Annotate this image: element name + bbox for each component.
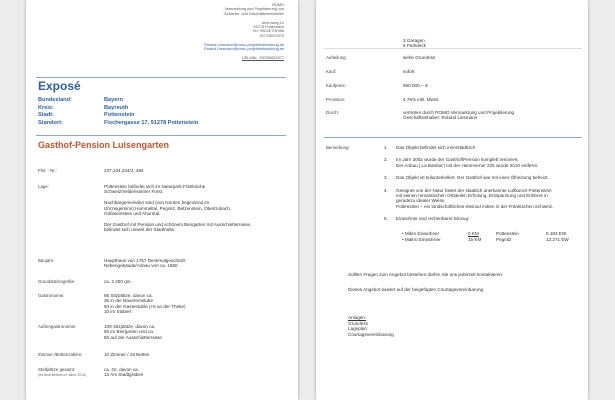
remark-line: Im Jahr 2002 wurde der Gasthof/Pension komplett renoviert.	[396, 157, 519, 163]
bemerkung-label: Bemerkung:	[326, 145, 350, 150]
remark-line: Der Anbau (‚La Bamba') mit der Hammerner 225 wurde 2010 entfernt.	[396, 162, 539, 168]
info-label: Standort:	[38, 119, 63, 126]
info-label: Stadt:	[38, 112, 54, 118]
remark-number: 5.	[384, 216, 388, 222]
header-divider	[36, 77, 286, 78]
remark-line: Pottenstein – ein landschaftliches Kleinod mitten in der Fränkischen Schweiz.	[396, 203, 554, 209]
info-label: Bundesland:	[38, 97, 72, 103]
expose-title: Exposé	[38, 79, 81, 93]
zimmer-label: Zimmer-/Bettenzahlen:	[38, 352, 83, 357]
remark-number: 3.	[384, 175, 388, 181]
property-title: Gasthof-Pension Luisengarten	[38, 140, 170, 150]
header-line: Roland.Liesmann@romo-projektentwicklung.de	[204, 42, 284, 47]
lage-line: Uhrzeigersinn) Hummeltal, Pegnitz, Betzenstein, Obertrubach,	[104, 205, 231, 211]
detail-value: 950.000,-- €	[403, 83, 428, 88]
detail-label: Aufteilung:	[326, 55, 347, 60]
gastronomie-line: 10 im Stüberl	[104, 309, 132, 315]
header-line: Vermarktung und Projektierung von	[224, 7, 284, 12]
info-value: Bayreuth	[104, 104, 129, 111]
einwohner-count: 13.271 EW	[546, 236, 569, 242]
header-line: Roland.Liesmann@romo-projektentwicklung.de	[204, 47, 284, 51]
lage-line: befindet sich unweit der Stadtmitte.	[104, 227, 176, 233]
durch-line: Geschäftsinhaber: Roland Liesmann	[403, 115, 478, 121]
remark-number: 2.	[384, 157, 388, 163]
baujahr-line: Nebengebäude/Anbau von ca. 1850	[104, 263, 178, 269]
einwohner-distance: 0 KM	[468, 230, 479, 236]
info-label: Kreis:	[38, 104, 54, 111]
detail-value: 4,76% inkl. MwSt.	[403, 97, 440, 102]
remark-number: 4.	[384, 187, 388, 193]
gastronomie-line: 35 in der Baueremstube	[104, 298, 154, 304]
top-divider	[324, 48, 582, 49]
detail-label: Kauf:	[326, 69, 337, 74]
baujahr-line: Haupthaus von 1757 Denkmalgeschützt	[104, 258, 186, 263]
remark-line: Geeignet von der Natur bietet der staatlich anerkannte Luftkurort Pottenstein	[396, 187, 552, 193]
durch-line: vertreten durch ROMO Vermarktung und Projektierung	[403, 110, 515, 115]
info-value: Pottenstein	[104, 112, 135, 118]
detail-value: sofort	[403, 69, 415, 74]
header-line: ROMO	[272, 3, 284, 7]
info-divider	[36, 135, 286, 136]
header-line: Tel: 09243/701956	[252, 29, 284, 34]
remarks-divider	[324, 137, 582, 138]
einwohner-place: Pottenstein	[496, 230, 519, 236]
header-line: USt-IdNr.: DE255624577	[241, 55, 284, 60]
lage-line: Pottenstein befindet sich im Naturpark Fränkische	[104, 184, 206, 189]
einwohner-place: Pegnitz	[496, 236, 512, 242]
grundstueck-value: ca. 2.400 qm	[104, 279, 131, 284]
anlage-item: Grundriss	[348, 321, 368, 326]
courtage-note: Dieses Angebot basiert auf der beigefügten Courtagevereinbarung.	[348, 287, 485, 292]
stell-sub: (im Boot-Betrieb im Jahre 2014)	[38, 373, 87, 377]
remark-line: Das Objekt ist teilunterkellert. Der Gasthof war mit einer Ölheizung beheizt.	[396, 175, 549, 181]
info-value: Fischergasse 17, 91278 Pottenstein	[104, 119, 199, 126]
gastronomie-line: 95 Sitzplätze, davon ca.	[104, 293, 153, 298]
header-line: 0171/8570575	[259, 33, 284, 38]
header-line: 91278 Pottenstein	[253, 25, 284, 29]
remark-line: Das Objekt befindet sich innerstädtisch	[396, 145, 476, 150]
aussen-line: 100 Sitzplätze, davon ca.	[104, 324, 156, 329]
detail-label: Provision:	[326, 97, 346, 102]
gastronomie-label: Gastronomie:	[38, 293, 65, 298]
aussen-line: 50 im Biergarten und ca.	[104, 329, 155, 335]
baujahr-label: Baujahr:	[38, 258, 55, 263]
einwohner-distance: 15 KM	[468, 236, 482, 242]
lage-label: Lage:	[38, 184, 49, 189]
flst-value: 237,234,234/2, 492	[104, 168, 144, 173]
zimmer-value: 10 Zimmer / 18 Betten	[104, 352, 150, 357]
remark-line: Einwohner und rechenbarer Einzug:	[396, 216, 470, 222]
info-value: Bayern	[104, 97, 123, 103]
grundstueck-label: Grundstücksgröße:	[38, 279, 76, 284]
contact-note: Sollten Fragen zum Angebot bestehen dürfen Sie uns jederzeit kontaktieren.	[348, 272, 504, 277]
header-line: Ahornweg 12	[261, 20, 284, 25]
remark-number: 1.	[384, 145, 388, 150]
garage-line: 6 Parkdeck	[403, 43, 426, 49]
durch-label: Durch:	[326, 110, 339, 115]
aussen-label: Außengastronomie:	[38, 324, 77, 329]
garage-line: 3 Garagen	[403, 38, 425, 43]
stell-line: ca. 22, davon ca.	[104, 367, 139, 372]
detail-label: Kaufpreis:	[326, 83, 346, 88]
stell-label: Stellplätze gesamt:	[38, 367, 76, 372]
anlage-item: Courtagevereinbarung	[348, 331, 394, 337]
anlage-item: Lageplan	[348, 326, 367, 332]
document-page-2	[316, 0, 588, 400]
lage-line: Nachbargemeinden sind (von Norden beginnend im	[104, 200, 210, 206]
lage-line: Der Gasthof mit Pension und schönem Biergarten mit Ausschistterrasse,	[104, 221, 252, 227]
einwohner-count: 5.183 EW	[546, 230, 567, 236]
anlagen-label: Anlagen:	[348, 315, 367, 320]
gastronomie-line: 50 in der Gastestuble (+8 an der Theke)	[104, 303, 186, 309]
einwohner-label: • Mikro Einwohner	[402, 230, 440, 236]
lage-line: Schweiz/Veldensteiner Forst.	[104, 189, 164, 195]
einwohner-label: • Makro Einwohner	[402, 236, 441, 242]
document-page-1	[26, 0, 298, 400]
remark-line: geradezu idealer Weise.	[396, 198, 446, 204]
stell-line: 15 Am Stadtgraben	[104, 372, 144, 378]
header-line: Gewerbe- und Geschäftsimmobilien	[223, 11, 284, 16]
lage-line: Gößweinstein und Ahorntal.	[104, 211, 161, 216]
flst-label: Flst. - Nr.:	[38, 168, 58, 173]
remark-line: mit seinen romantischen Ortsteilen Erholung, Entspannung und Erlebnis in	[396, 193, 548, 198]
aussen-line: 50 auf der Ausschistterrasse	[104, 334, 162, 340]
detail-value: siehe Grundriss	[403, 55, 436, 60]
